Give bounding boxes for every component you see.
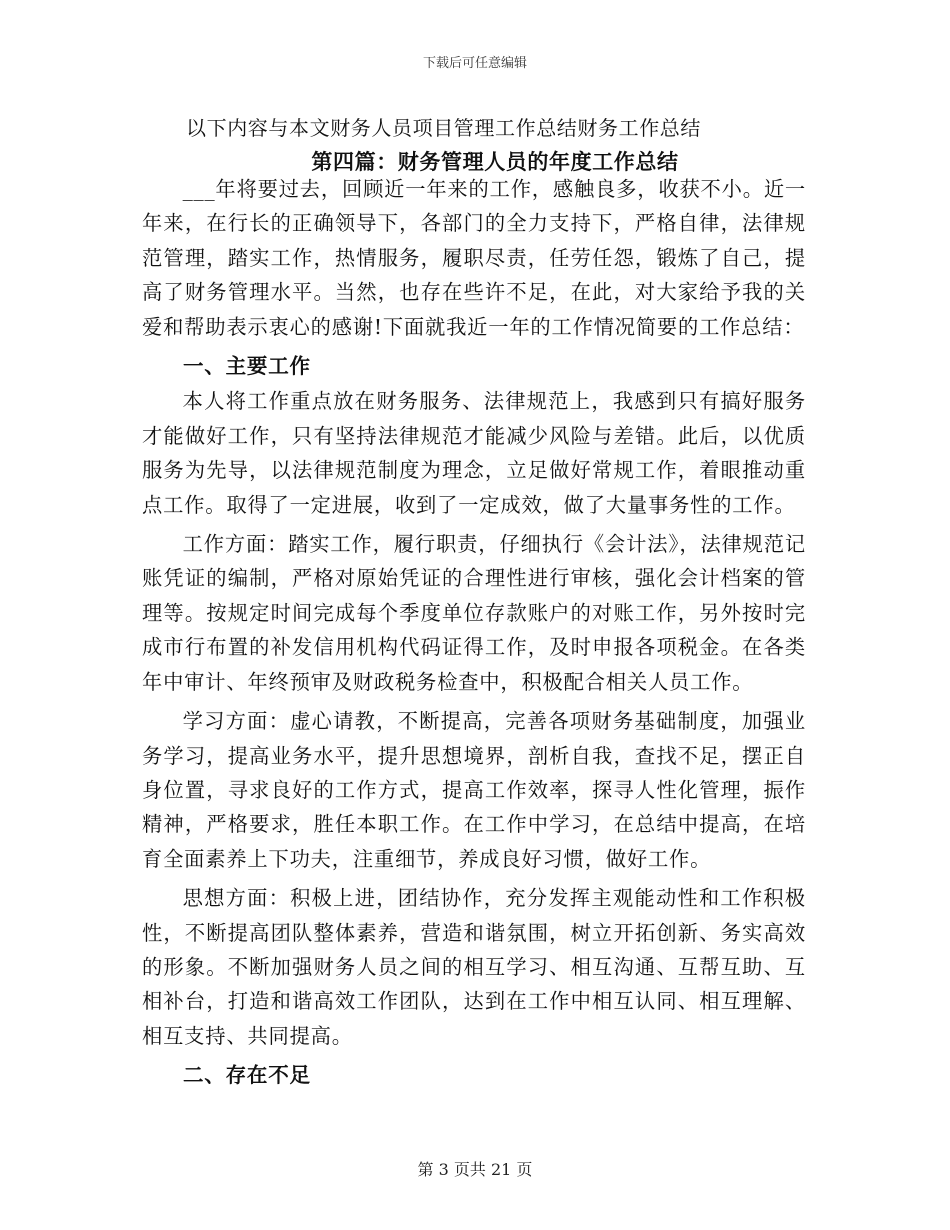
- paragraph-work-aspect: 工作方面：踏实工作，履行职责，仔细执行《会计法》，法律规范记账凭证的编制，严格对原始凭证的合理性进行审核，强化会计档案的管理等。按规定时间完成每个季度单位存款账户的对账工作，另外按时完成市行布置的补发信用机构代码证得工作，及时申报各项税金。在各类年中审计、年终预审及财政税务检查中，积极配合相关人员工作。: [142, 532, 806, 694]
- page-header: 下载后可任意编辑: [422, 56, 527, 71]
- section-heading-main-work: 一、主要工作: [183, 354, 311, 379]
- paragraph-opening: ___年将要过去，回顾近一年来的工作，感触良多，收获不小。近一年来，在行长的正确领导下，各部门的全力支持下，严格自律，法律规范管理，踏实工作，热情服务，履职尽责，任劳任怨，锻炼了自己，提高了财务管理水平。当然，也存在些许不足，在此，对大家给予我的关爱和帮助表示衷心的感谢!下面就我近一年的工作情况简要的工作总结：: [142, 177, 806, 339]
- document-body: [142, 172, 806, 1094]
- section-heading-shortcomings: 二、存在不足: [183, 1063, 311, 1088]
- intro-line: 以下内容与本文财务人员项目管理工作总结财务工作总结: [186, 116, 701, 140]
- document-title: 第四篇：财务管理人员的年度工作总结: [311, 149, 679, 174]
- paragraph-main-work: 本人将工作重点放在财务服务、法律规范上，我感到只有搞好服务才能做好工作，只有坚持法律规范才能减少风险与差错。此后，以优质服务为先导，以法律规范制度为理念，立足做好常规工作，着眼推动重点工作。取得了一定进展，收到了一定成效，做了大量事务性的工作。: [142, 389, 806, 517]
- page-footer: 第 3 页共 21 页: [417, 1160, 533, 1179]
- paragraph-thought-aspect: 思想方面：积极上进，团结协作，充分发挥主观能动性和工作积极性，不断提高团队整体素养，营造和谐氛围，树立开拓创新、务实高效的形象。不断加强财务人员之间的相互学习、相互沟通、互帮互助、互相补台，打造和谐高效工作团队，达到在工作中相互认同、相互理解、相互支持、共同提高。: [142, 886, 806, 1048]
- paragraph-study-aspect: 学习方面：虚心请教，不断提高，完善各项财务基础制度，加强业务学习，提高业务水平，提升思想境界，剖析自我，查找不足，摆正自身位置，寻求良好的工作方式，提高工作效率，探寻人性化管理，振作精神，严格要求，胜任本职工作。在工作中学习，在总结中提高，在培育全面素养上下功夫，注重细节，养成良好习惯，做好工作。: [142, 709, 806, 871]
